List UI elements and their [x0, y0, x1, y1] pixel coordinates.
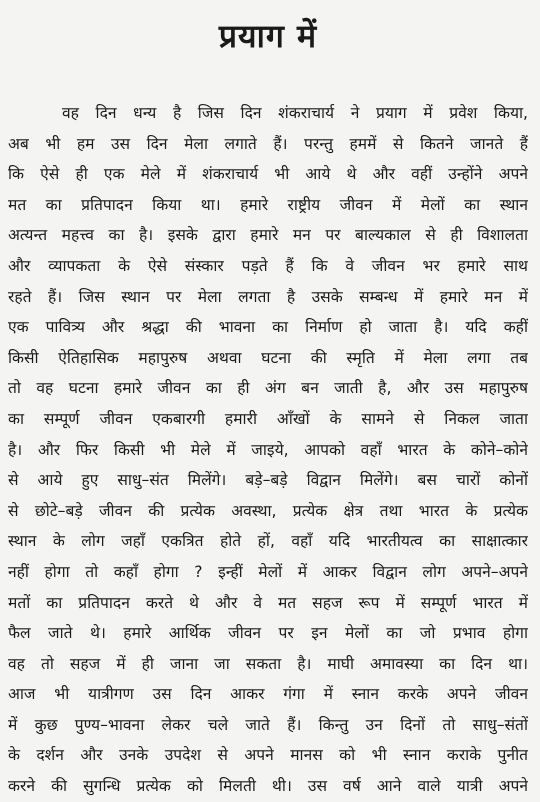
body-paragraph: [8, 98, 528, 802]
text-line: मतों का प्रतिपादन करते थे और वे मत सहज रूप में सम्पूर्ण भारत में: [8, 593, 528, 612]
text-line: मत का प्रतिपादन किया था। हमारे राष्ट्रीय जीवन में मेलों का स्थान: [8, 195, 528, 214]
text-line: का सम्पूर्ण जीवन एकबारगी हमारी आँखों के सामने से निकल जाता: [8, 409, 528, 428]
text-line: में कुछ पुण्य–भावना लेकर चले जाते हैं। किन्तु उन दिनों तो साधु–संतों: [8, 715, 528, 734]
page-title: प्रयाग में: [218, 17, 318, 55]
text-line: वह दिन धन्य है जिस दिन शंकराचार्य ने प्रयाग में प्रवेश किया,: [62, 104, 528, 122]
text-line: के दर्शन और उनके उपदेश से अपने मानस को भी स्नान कराके पुनीत: [8, 746, 528, 765]
text-line: स्थान के लोग जहाँ एकत्रित होते हों, वहाँ यदि भारतीयत्व का साक्षात्कार: [8, 532, 528, 551]
text-line: एक पावित्र्य और श्रद्धा की भावना का निर्माण हो जाता है। यदि कहीं: [8, 318, 528, 337]
text-line: कि ऐसे ही एक मेले में शंकराचार्य भी आये थे और वहीं उन्होंने अपने: [8, 165, 528, 184]
text-line: अत्यन्त महत्त्व का है। इसके द्वारा हमारे मन पर बाल्यकाल से ही विशालता: [8, 226, 528, 245]
text-line: अब भी हम उस दिन मेला लगाते हैं। परन्तु हममें से कितने जानते हैं: [8, 134, 528, 153]
text-line: है। और फिर किसी भी मेले में जाइये, आपको वहाँ भारत के कोने–कोने: [8, 440, 528, 459]
text-line: वह तो सहज में ही जाना जा सकता है। माघी अमावस्या का दिन था।: [8, 654, 528, 673]
text-line: से आये हुए साधु–संत मिलेंगे। बड़े–बड़े विद्वान मिलेंगे। बस चारों कोनों: [8, 471, 528, 490]
text-line: आज भी यात्रीगण उस दिन आकर गंगा में स्नान करके अपने जीवन: [8, 685, 528, 704]
text-line: फैल जाते थे। हमारे आर्थिक जीवन पर इन मेलों का जो प्रभाव होगा: [8, 624, 528, 643]
text-line: से छोटे–बड़े जीवन की प्रत्येक अवस्था, प्रत्येक क्षेत्र तथा भारत के प्रत्येक: [8, 501, 528, 520]
text-line: और व्यापकता के ऐसे संस्कार पड़ते हैं कि वे जीवन भर हमारे साथ: [8, 256, 528, 275]
text-line: करने की सुगन्धि प्रत्येक को मिलती थी। उस वर्ष आने वाले यात्री अपने: [8, 777, 528, 796]
text-line: नहीं होगा तो कहाँ होगा ? इन्हीं मेलों में आकर विद्वान लोग अपने–अपने: [8, 562, 528, 581]
text-line: रहते हैं। जिस स्थान पर मेला लगता है उसके सम्बन्ध में हमारे मन में: [8, 287, 528, 306]
text-line: किसी ऐतिहासिक महापुरुष अथवा घटना की स्मृति में मेला लगा तब: [8, 348, 528, 367]
text-line: तो वह घटना हमारे जीवन का ही अंग बन जाती है, और उस महापुरुष: [8, 379, 528, 398]
